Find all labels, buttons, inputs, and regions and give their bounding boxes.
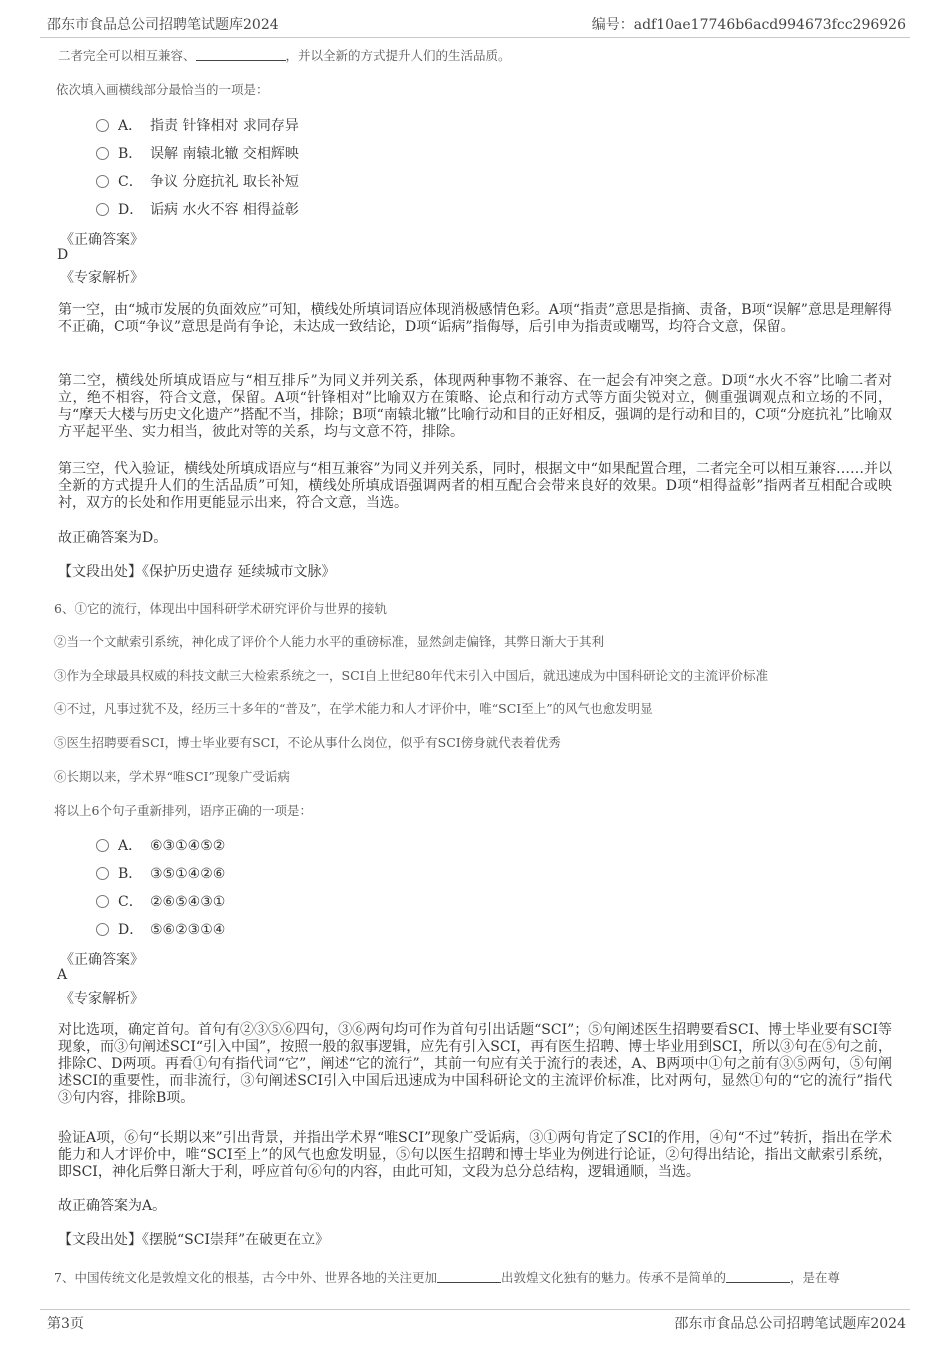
q5-answer: D [57, 247, 69, 263]
radio-icon[interactable] [96, 203, 109, 216]
option-key: B． [118, 866, 143, 882]
q5-stem-line [58, 46, 511, 64]
q5-option-d[interactable] [96, 199, 299, 219]
q5-option-b[interactable] [96, 143, 299, 163]
q6-option-b[interactable] [96, 863, 225, 883]
q5-stem-text-2: ，并以全新的方式提升人们的生活品质。 [285, 48, 511, 63]
q7-stem-text-3: ，是在尊 [789, 1270, 840, 1285]
q6-sentence-1: 6、①它的流行，体现出中国科研学术研究评价与世界的接轨 [54, 601, 387, 616]
option-key: B． [118, 146, 143, 162]
option-key: A． [118, 118, 143, 134]
option-key: D． [118, 202, 144, 218]
q5-analysis-para-3: 第三空，代入验证，横线处所填成语应与“相互兼容”为同义并列关系，同时，根据文中“如果配置合理，二者完全可以相互兼容……并以全新的方式提升人们的生活品质”可知，横线处所填成语强调两者的相互配合会带来良好的效果。D项“相得益彰”指两者互相配合或映衬，双方的长处和作用更能显示出来，符合文意，当选。 [58, 461, 892, 511]
q5-conclusion: 故正确答案为D。 [58, 530, 168, 546]
option-key: D． [118, 922, 144, 938]
option-key: C． [118, 894, 143, 910]
header-doc-number: 编号：adf10ae17746b6acd994673fcc296926 [591, 17, 906, 33]
q5-blank [196, 48, 286, 61]
radio-icon[interactable] [96, 923, 109, 936]
q7-blank-1 [437, 1270, 501, 1283]
q7-blank-2 [726, 1270, 790, 1283]
q5-answer-label: 《正确答案》 [60, 232, 144, 248]
q6-analysis-para-2: 验证A项，⑥句“长期以来”引出背景，并指出学术界“唯SCI”现象广受诟病，③①两句肯定了SCI的作用，④句“不过”转折，指出在学术能力和人才评价中，唯“SCI至上”的风气也愈发明显，⑤句以医生招聘和博士毕业为例进行论证，②句得出结论，指出文献索引系统，即SCI，神化后弊日渐大于利，呼应首句⑥句的内容，由此可知，文段为总分总结构，逻辑通顺，当选。 [58, 1130, 892, 1180]
q7-stem-text-1: 7、中国传统文化是敦煌文化的根基，古今中外、世界各地的关注更加 [54, 1270, 437, 1285]
q7-stem-text-2: 出敦煌文化独有的魅力。传承不是简单的 [500, 1270, 726, 1285]
footer-divider [40, 1309, 910, 1310]
radio-icon[interactable] [96, 867, 109, 880]
q5-source: 【文段出处】《保护历史遗存 延续城市文脉》 [58, 564, 336, 580]
q6-source: 【文段出处】《摆脱“SCI崇拜”在破更在立》 [58, 1232, 330, 1248]
page-header [0, 0, 950, 38]
q6-conclusion: 故正确答案为A。 [58, 1198, 167, 1214]
option-text: ③⑤①④②⑥ [150, 866, 226, 882]
q6-option-a[interactable] [96, 835, 225, 855]
q6-analysis-para-1: 对比选项，确定首句。首句有②③⑤⑥四句，③⑥两句均可作为首句引出话题“SCI”；⑤句阐述医生招聘要看SCI、博士毕业要有SCI等现象，而③句阐述SCI“引入中国”，按照一般的叙事逻辑，应先有引入SCI，再有医生招聘、博士毕业用到SCI，所以③句在⑤句之前，排除C、D两项。再看①句有指代词“它”，阐述“它的流行”，其前一句应有关于流行的表述，A、B两项中①句之前有③⑤两句，⑤句阐述SCI的重要性，而非流行，③句阐述SCI引入中国后迅速成为中国科研论文的主流评价标准，比对两句，显然①句的“它的流行”指代③句内容，排除B项。 [58, 1022, 892, 1106]
q6-sentence-6: ⑥长期以来，学术界“唯SCI”现象广受诟病 [54, 769, 290, 784]
q6-sentence-5: ⑤医生招聘要看SCI，博士毕业要有SCI，不论从事什么岗位，似乎有SCI傍身就代表着优秀 [54, 735, 561, 750]
option-text: 诟病 水火不容 相得益彰 [150, 202, 299, 218]
q6-sentence-3: ③作为全球最具权威的科技文献三大检索系统之一，SCI自上世纪80年代末引入中国后，就迅速成为中国科研论文的主流评价标准 [54, 668, 768, 683]
option-text: ⑥③①④⑤② [150, 838, 226, 854]
q5-prompt: 依次填入画横线部分最恰当的一项是： [56, 82, 269, 97]
q6-sentence-2: ②当一个文献索引系统，神化成了评价个人能力水平的重磅标准，显然剑走偏锋，其弊日渐大于其利 [54, 634, 605, 649]
radio-icon[interactable] [96, 147, 109, 160]
header-title: 邵东市食品总公司招聘笔试题库2024 [47, 17, 279, 33]
radio-icon[interactable] [96, 839, 109, 852]
footer-page-number: 第3页 [47, 1316, 84, 1332]
q5-analysis-para-2: 第二空，横线处所填成语应与“相互排斥”为同义并列关系，体现两种事物不兼容、在一起会有冲突之意。D项“水火不容”比喻二者对立，绝不相容，符合文意，保留。A项“针锋相对”比喻双方在策略、论点和行动方式等方面尖锐对立，侧重强调观点和立场的不同，与“摩天大楼与历史文化遗产”搭配不当，排除；B项“南辕北辙”比喻行动和目的正好相反，强调的是行动和目的，C项“分庭抗礼”比喻双方平起平坐、实力相当，彼此对等的关系，均与文意不符，排除。 [58, 373, 892, 440]
q6-option-d[interactable] [96, 919, 225, 939]
q5-analysis-label: 《专家解析》 [60, 270, 144, 286]
option-key: A． [118, 838, 143, 854]
q6-option-c[interactable] [96, 891, 225, 911]
option-text: ⑤⑥②③①④ [150, 922, 226, 938]
q6-answer: A [57, 967, 68, 983]
q5-stem-text-1: 二者完全可以相互兼容、 [58, 48, 196, 63]
q6-analysis-label: 《专家解析》 [60, 991, 144, 1007]
q6-answer-label: 《正确答案》 [60, 952, 144, 968]
footer-title: 邵东市食品总公司招聘笔试题库2024 [674, 1316, 906, 1332]
q6-prompt: 将以上6个句子重新排列，语序正确的一项是： [54, 803, 312, 818]
option-text: 争议 分庭抗礼 取长补短 [150, 174, 299, 190]
option-text: ②⑥⑤④③① [150, 894, 226, 910]
q7-stem [54, 1268, 840, 1286]
option-text: 指责 针锋相对 求同存异 [150, 118, 299, 134]
q6-sentence-4: ④不过，凡事过犹不及，经历三十多年的“普及”，在学术能力和人才评价中，唯“SCI至上”的风气也愈发明显 [54, 701, 653, 716]
radio-icon[interactable] [96, 895, 109, 908]
radio-icon[interactable] [96, 175, 109, 188]
q5-option-a[interactable] [96, 115, 299, 135]
header-divider [40, 37, 910, 38]
option-text: 误解 南辕北辙 交相辉映 [150, 146, 299, 162]
radio-icon[interactable] [96, 119, 109, 132]
option-key: C． [118, 174, 143, 190]
q5-option-c[interactable] [96, 171, 299, 191]
q5-analysis-para-1: 第一空，由“城市发展的负面效应”可知，横线处所填词语应体现消极感情色彩。A项“指责”意思是指摘、责备，B项“误解”意思是理解得不正确，C项“争议”意思是尚有争论，未达成一致结论，D项“诟病”指侮辱，后引申为指责或嘲骂，均符合文意，保留。 [58, 302, 892, 335]
